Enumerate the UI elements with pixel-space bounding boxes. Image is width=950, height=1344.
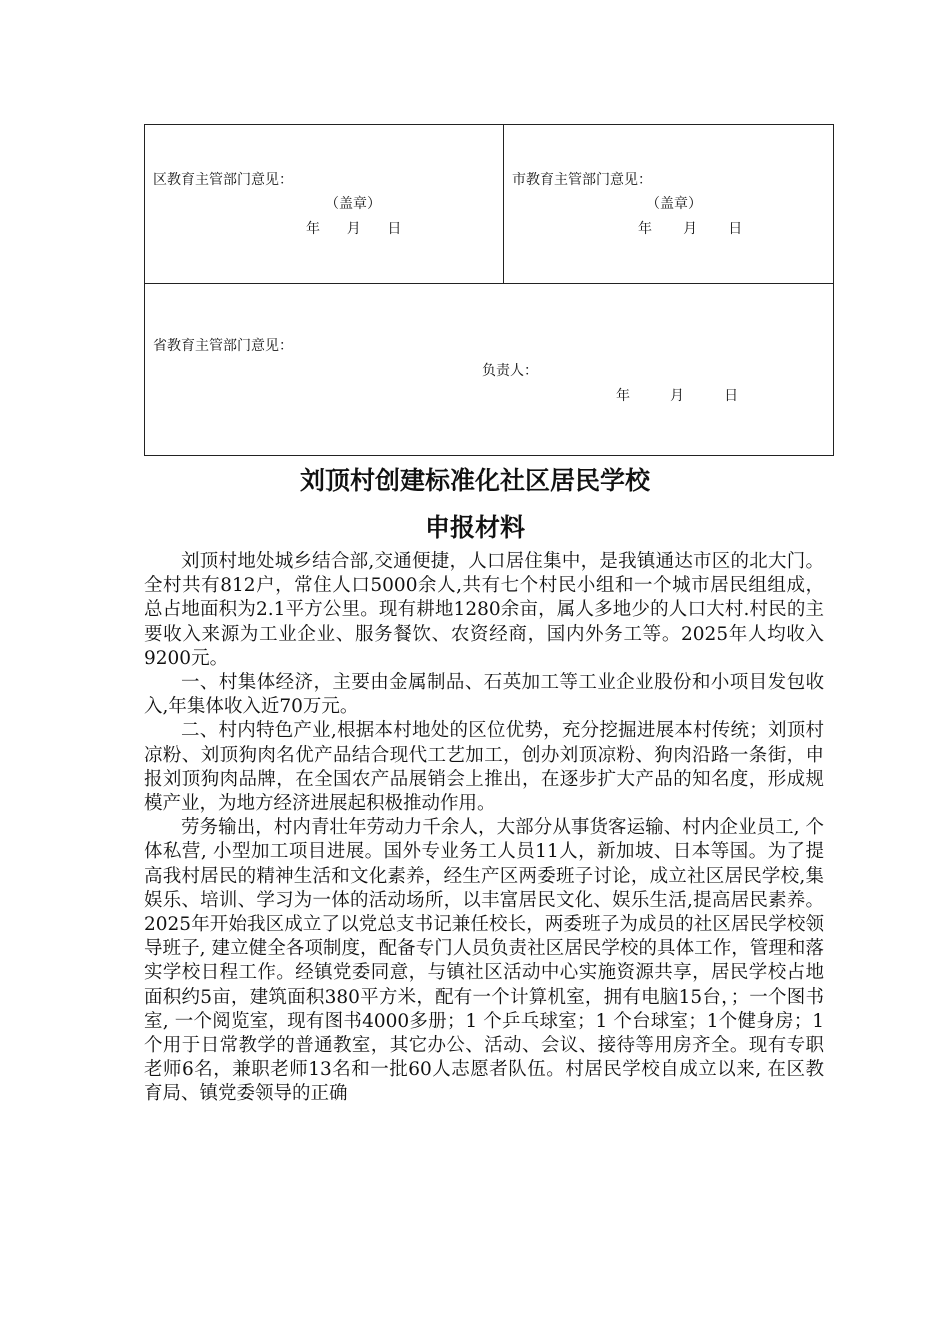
approval-table	[144, 124, 834, 456]
city-opinion-label: 市教育主管部门意见：	[512, 172, 652, 188]
province-person-label: 负责人：	[482, 363, 538, 379]
district-opinion-label: 区教育主管部门意见：	[153, 172, 293, 188]
document-subtitle: 申报材料	[424, 513, 525, 542]
province-opinion-label: 省教育主管部门意见：	[153, 338, 293, 354]
city-opinion-cell	[504, 125, 833, 283]
body-paragraph: 一、村集体经济，主要由金属制品、石英加工等工业企业股份和小项目发包收入,年集体收入近70万元。	[144, 672, 824, 718]
body-paragraph: 刘顶村地处城乡结合部,交通便捷，人口居住集中，是我镇通达市区的北大门。全村共有812户，常住人口5000余人,共有七个村民小组和一个城市居民组组成，总占地面积为2.1平方公里。现有耕地1280余亩，属人多地少的人口大村.村民的主要收入来源为工业企业、服务餐饮、农资经商，国内外务工等。2025年人均收入9200元。	[144, 551, 824, 669]
body-paragraph: 二、村内特色产业,根据本村地处的区位优势，充分挖掘进展本村传统；刘顶村凉粉、刘顶狗肉名优产品结合现代工艺加工，创办刘顶凉粉、狗肉沿路一条街，申报刘顶狗肉品牌，在全国农产品展销会上推出，在逐步扩大产品的知名度，形成规模产业，为地方经济进展起积极推动作用。	[144, 720, 824, 815]
district-opinion-cell	[145, 125, 504, 283]
body-paragraph: 劳务输出，村内青壮年劳动力千余人，大部分从事货客运输、村内企业员工, 个体私营, 小型加工项目进展。国外专业务工人员11人，新加坡、日本等国。为了提高我村居民的精神生活和文化素养，经生产区两委班子讨论，成立社区居民学校,集娱乐、培训、学习为一体的活动场所，以丰富居民文化、娱乐生活,提高居民素养。2025年开始我区成立了以党总支书记兼任校长，两委班子为成员的社区居民学校领导班子, 建立健全各项制度，配备专门人员负责社区居民学校的具体工作，管理和落实学校日程工作。经镇党委同意，与镇社区活动中心实施资源共享，居民学校占地面积约5亩，建筑面积380平方米，配有一个计算机室，拥有电脑15台，；一个图书室, 一个阅览室，现有图书4000多册；1 个乒乓球室；1 个台球室；1个健身房；1个用于日常教学的普通教室，其它办公、活动、会议、接待等用房齐全。现有专职老师6名，兼职老师13名和一批60人志愿者队伍。村居民学校自成立以来, 在区教育局、镇党委领导的正确	[144, 817, 824, 1105]
city-seal-label: （盖章）	[646, 196, 702, 212]
document-body	[144, 550, 824, 1107]
province-date-label: 年 月 日	[616, 388, 739, 404]
approval-row-top	[145, 125, 833, 284]
district-date-label: 年 月 日	[306, 221, 402, 237]
document-title: 刘顶村创建标准化社区居民学校	[299, 466, 650, 495]
district-seal-label: （盖章）	[325, 196, 381, 212]
city-date-label: 年 月 日	[638, 221, 743, 237]
